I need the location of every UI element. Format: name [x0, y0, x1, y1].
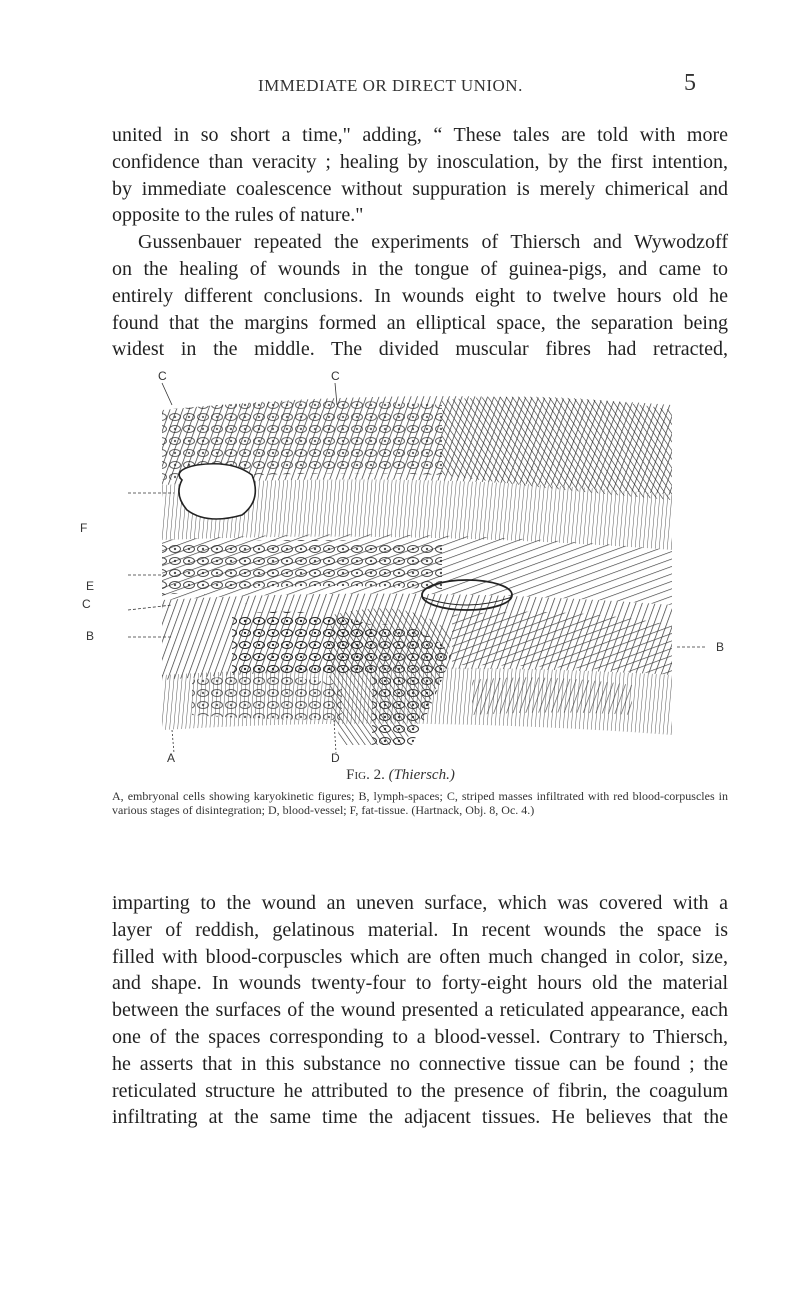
histology-figure [80, 369, 732, 765]
text-line: reticulated structure he attributed to the presence of fibrin, the coagulum [112, 1079, 728, 1102]
paragraph-2 [112, 890, 728, 1131]
text-line: one of the spaces corresponding to a blood-vessel. Contrary to Thiersch, [112, 1025, 728, 1048]
label-e: E [86, 579, 95, 593]
text-line: imparting to the wound an uneven surface, which was covered with a [112, 892, 728, 914]
running-head [0, 70, 801, 100]
label-b-right: B [716, 640, 725, 654]
text-line: filled with blood-corpuscles which are often much changed in color, size, [112, 945, 728, 968]
figure-caption-body: A, embryonal cells showing karyokinetic figures; B, lymph-spaces; C, striped masses infiltrated with red blood-corpuscles in various stages of disintegration; D, blood-vessel; F, fat-tissue. (Hartnack, Obj. 8, Oc. 4.) [112, 789, 728, 817]
text-line: he asserts that in this substance no connective tissue can be found ; the [112, 1052, 728, 1075]
running-title: IMMEDIATE OR DIRECT UNION. [258, 76, 523, 95]
text-line: entirely different conclusions. In wounds eight to twelve hours old he [112, 284, 728, 307]
text-line: widest in the middle. The divided muscular fibres had retracted, [112, 338, 728, 361]
figure-caption-title [0, 767, 801, 784]
text-line: united in so short a time," adding, “ These tales are told with more [112, 124, 728, 146]
text-line: opposite to the rules of nature." [112, 204, 364, 227]
text-line: and shape. In wounds twenty-four to forty-eight hours old the material [112, 972, 728, 995]
tissue-engraving [112, 375, 732, 760]
text-line: Gussenbauer repeated the experiments of Thiersch and Wywodzoff [138, 231, 728, 254]
label-a: A [167, 751, 176, 765]
figure-number: Fig. 2. [346, 767, 385, 783]
label-c: C [82, 597, 91, 611]
label-d: D [331, 751, 340, 765]
label-c-top-left: C [158, 369, 167, 383]
text-line: infiltrating at the same time the adjacent tissues. He believes that the [112, 1106, 728, 1129]
paragraph-1 [112, 122, 728, 363]
text-line: by immediate coalescence without suppuration is merely chimerical and [112, 177, 728, 200]
text-line: between the surfaces of the wound presented a reticulated appearance, each [112, 999, 728, 1022]
figure-author: (Thiersch.) [388, 767, 455, 783]
text-line: confidence than veracity ; healing by inosculation, by the first intention, [112, 150, 728, 173]
text-line: layer of reddish, gelatinous material. In recent wounds the space is [112, 918, 728, 941]
label-b-left: B [86, 629, 95, 643]
label-c-top-right: C [331, 369, 340, 383]
text-line: found that the margins formed an elliptical space, the separation being [112, 311, 728, 334]
page-number: 5 [684, 70, 696, 96]
text-line: on the healing of wounds in the tongue of guinea-pigs, and came to [112, 257, 728, 280]
label-f: F [80, 521, 88, 535]
